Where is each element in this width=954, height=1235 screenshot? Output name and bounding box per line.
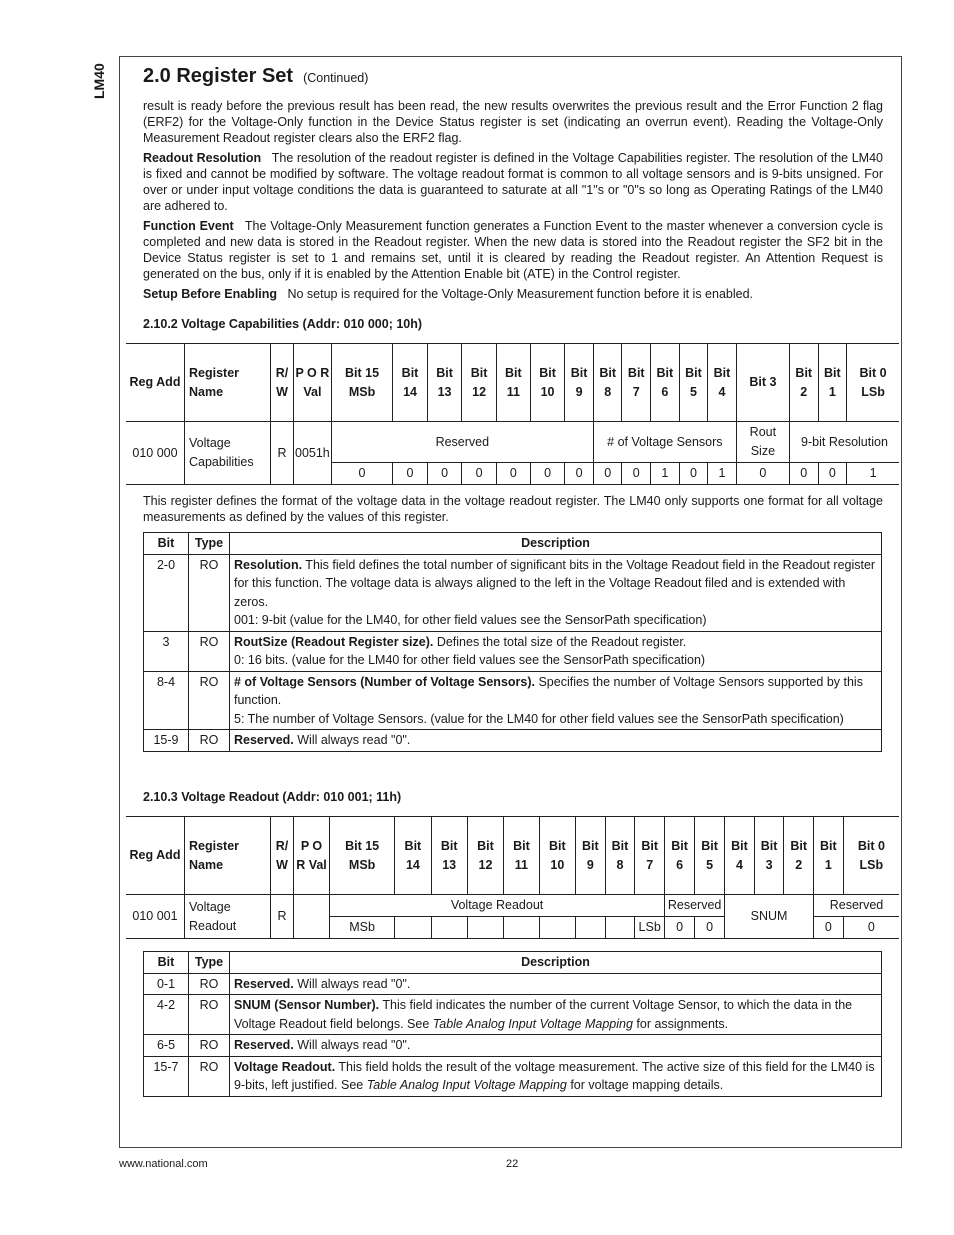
desc-text: This field holds the result of the voltage measurement. The active size of this field for the LM40 is 9-bits, left justified. See xyxy=(234,1059,875,1092)
hdr-bit: Bit 5 xyxy=(695,817,725,895)
bit-value: 0 xyxy=(695,917,725,939)
hdr-bit: Bit 6 xyxy=(665,817,695,895)
hdr-bit: Bit 0 LSb xyxy=(847,344,899,422)
hdr-por: P O R Val xyxy=(294,817,330,895)
hdr-bit: Bit 12 xyxy=(462,344,497,422)
msb-cell: MSb xyxy=(330,917,395,939)
bit-value xyxy=(467,917,503,939)
paragraph xyxy=(143,218,883,282)
reg-por: 0051h xyxy=(294,422,332,485)
desc-line2: 5: The number of Voltage Sensors. (value for the LM40 for other field values see the SensorPath specification) xyxy=(234,711,844,726)
hdr-bit: Bit 3 xyxy=(754,817,784,895)
field-reserved-2: Reserved xyxy=(813,895,899,917)
hdr-bit: Bit 13 xyxy=(427,344,462,422)
hdr-bit: Bit 6 xyxy=(651,344,680,422)
hdr-bit: Bit 9 xyxy=(575,817,605,895)
bit-value: 0 xyxy=(665,917,695,939)
section-title: 2.0 Register Set xyxy=(143,65,294,87)
hdr-bit: Bit 12 xyxy=(467,817,503,895)
type-cell: RO xyxy=(189,554,230,631)
hdr-bit: Bit 11 xyxy=(504,817,540,895)
hdr-bit: Bit 14 xyxy=(393,344,428,422)
bit-value xyxy=(575,917,605,939)
type-cell: RO xyxy=(189,1056,230,1096)
table-row xyxy=(144,995,882,1035)
hdr-reg-name: Register Name xyxy=(185,817,271,895)
hdr-por: P O R Val xyxy=(294,344,332,422)
bit-value: 0 xyxy=(818,463,847,485)
hdr-bit: Bit 2 xyxy=(784,817,814,895)
desc-bold: Resolution. xyxy=(234,557,303,572)
footer-website[interactable]: www.national.com xyxy=(119,1158,208,1170)
hdr-reg-add: Reg Add xyxy=(126,817,185,895)
field-reserved: Reserved xyxy=(331,422,593,463)
table-row xyxy=(144,1035,882,1057)
paragraph-text: The resolution of the readout register is defined in the Voltage Capabilities register. The resolution of the LM40 is fixed and cannot be modified by software. The voltage readout format is common to all voltage sensors and is 9-bits unsigned. For over or under input voltage conditions the data is guaranteed to saturate at all "1"s or "0"s so long as Operating Ratings of the LM40 are adhered to. xyxy=(143,151,883,213)
paragraph xyxy=(143,150,883,214)
continued-label: (Continued) xyxy=(303,71,369,85)
reg-name: Voltage Readout xyxy=(185,895,271,939)
desc-line2: 0: 16 bits. (value for the LM40 for other field values see the SensorPath specification) xyxy=(234,653,706,667)
reg-por xyxy=(294,895,330,939)
table-row xyxy=(144,973,882,995)
bit-cell: 15-7 xyxy=(144,1056,189,1096)
desc-text: This field indicates the number of the current Voltage Sensor, to which the data in the Voltage Readout field belongs. See xyxy=(234,998,853,1031)
hdr-bit: Bit 4 xyxy=(708,344,737,422)
bit-value: 0 xyxy=(462,463,497,485)
hdr-bit: Bit 4 xyxy=(725,817,755,895)
paragraph-heading: Readout Resolution xyxy=(143,151,262,165)
hdr-bit: Bit 10 xyxy=(530,344,565,422)
desc-text: This field defines the total number of significant bits in the Voltage Readout field in the Readout register for this function. The voltage data is always aligned to the left in the Voltage Readout filed and is extended with zeros. xyxy=(234,557,876,609)
hdr-bit: Bit 7 xyxy=(622,344,651,422)
table-row xyxy=(144,730,882,752)
bit-value: 0 xyxy=(736,463,789,485)
description-cell xyxy=(230,1035,882,1057)
bit-value: 0 xyxy=(789,463,818,485)
hdr-bit: Bit 0 LSb xyxy=(843,817,899,895)
desc-text: Will always read "0". xyxy=(293,1038,411,1052)
hdr-bit: Bit 9 xyxy=(565,344,594,422)
hdr-reg-add: Reg Add xyxy=(126,344,185,422)
reg-add: 010 000 xyxy=(126,422,185,485)
desc-bold: Reserved. xyxy=(234,1038,294,1052)
side-title: LM40 xyxy=(91,63,107,99)
reg-rw: R xyxy=(271,895,294,939)
type-cell: RO xyxy=(189,631,230,671)
bit-value: 0 xyxy=(530,463,565,485)
hdr-reg-name: Register Name xyxy=(185,344,271,422)
bit-cell: 15-9 xyxy=(144,730,189,752)
bit-value: 0 xyxy=(393,463,428,485)
hdr-bit: Bit 8 xyxy=(593,344,622,422)
reg-name: Voltage Capabilities xyxy=(185,422,271,485)
hdr-bit: Bit 11 xyxy=(496,344,530,422)
desc-text: Specifies the number of Voltage Sensors supported by this function. xyxy=(234,674,863,707)
description-cell xyxy=(230,671,882,730)
bit-value xyxy=(431,917,467,939)
table-row xyxy=(144,1056,882,1096)
register-table-capabilities xyxy=(126,343,899,485)
bit-value: 0 xyxy=(427,463,462,485)
hdr-bit: Bit 10 xyxy=(539,817,575,895)
desc-text: Will always read "0". xyxy=(293,976,411,991)
bit-cell: 0-1 xyxy=(144,973,189,995)
capabilities-description-table xyxy=(143,532,882,752)
field-resolution: 9-bit Resolution xyxy=(789,422,899,463)
hdr-bit: Bit 5 xyxy=(679,344,708,422)
hdr-bit: Bit 14 xyxy=(395,817,431,895)
hdr-bit: Bit 15 MSb xyxy=(331,344,392,422)
description-cell xyxy=(230,730,882,752)
bit-cell: 6-5 xyxy=(144,1035,189,1057)
paragraph xyxy=(143,286,883,302)
desc-bold: SNUM (Sensor Number). xyxy=(234,998,380,1012)
description-cell xyxy=(230,1056,882,1096)
hdr-bit: Bit 15 MSb xyxy=(330,817,395,895)
paragraph: result is ready before the previous result has been read, the new results overwrites the previous result and the Error Function 2 flag (ERF2) for the Voltage-Only function in the Device Status register is set (indicating an overrun event). Reading the Voltage-Only Measurement Readout register clears also the ERF2 flag. xyxy=(143,99,883,145)
desc-bold: # of Voltage Sensors (Number of Voltage Sensors). xyxy=(234,674,535,689)
bit-value xyxy=(504,917,540,939)
bit-value: 1 xyxy=(708,463,737,485)
bit-cell: 2-0 xyxy=(144,554,189,631)
desc-bold: Reserved. xyxy=(234,976,294,991)
bit-value: 0 xyxy=(565,463,594,485)
bit-value xyxy=(539,917,575,939)
desc-tail: for voltage mapping details. xyxy=(566,1078,724,1092)
field-reserved: Reserved xyxy=(665,895,725,917)
capabilities-intro: This register defines the format of the voltage data in the voltage readout register. The LM40 only supports one format for all voltage measurements as defined by the values of this register. xyxy=(143,494,883,524)
bit-value: 0 xyxy=(622,463,651,485)
bit-value xyxy=(605,917,635,939)
subsection-title: 2.10.2 Voltage Capabilities (Addr: 010 000; 10h) xyxy=(143,317,423,331)
hdr-bit: Bit 1 xyxy=(818,344,847,422)
bit-cell: 8-4 xyxy=(144,671,189,730)
hdr-rw: R/ W xyxy=(271,817,294,895)
hdr-bit: Bit 3 xyxy=(736,344,789,422)
bit-value: 0 xyxy=(496,463,530,485)
type-cell: RO xyxy=(189,973,230,995)
type-cell: RO xyxy=(189,995,230,1035)
col-description: Description xyxy=(230,533,882,555)
hdr-bit: Bit 13 xyxy=(431,817,467,895)
field-snum: SNUM xyxy=(725,895,814,939)
bit-value: 1 xyxy=(847,463,899,485)
desc-bold: Voltage Readout. xyxy=(234,1059,336,1074)
table-row xyxy=(144,554,882,631)
col-description: Description xyxy=(230,952,882,974)
col-bit: Bit xyxy=(144,533,189,555)
subsection-title: 2.10.3 Voltage Readout (Addr: 010 001; 11h) xyxy=(143,790,402,804)
col-bit: Bit xyxy=(144,952,189,974)
lsb-cell: LSb xyxy=(635,917,665,939)
hdr-bit: Bit 7 xyxy=(635,817,665,895)
paragraph-text: No setup is required for the Voltage-Only Measurement function before it is enabled. xyxy=(287,287,754,301)
hdr-bit: Bit 2 xyxy=(789,344,818,422)
register-table-readout xyxy=(126,816,899,939)
desc-italic: Table Analog Input Voltage Mapping xyxy=(432,1016,633,1031)
col-type: Type xyxy=(189,952,230,974)
table-row xyxy=(144,671,882,730)
reg-rw: R xyxy=(271,422,294,485)
type-cell: RO xyxy=(189,671,230,730)
desc-bold: RoutSize (Readout Register size). xyxy=(234,634,434,649)
table-row xyxy=(144,631,882,671)
description-cell xyxy=(230,554,882,631)
bit-value: 0 xyxy=(679,463,708,485)
readout-description-table xyxy=(143,951,882,1097)
type-cell: RO xyxy=(189,730,230,752)
bit-value: 0 xyxy=(813,917,843,939)
bit-value: 0 xyxy=(593,463,622,485)
desc-text: Will always read "0". xyxy=(293,733,411,747)
desc-line2: 001: 9-bit (value for the LM40, for other field values see the SensorPath specification) xyxy=(234,613,707,627)
field-rout-size: Rout Size xyxy=(736,422,789,463)
section-header xyxy=(143,65,368,88)
bit-value xyxy=(395,917,431,939)
desc-bold: Reserved. xyxy=(234,733,294,747)
paragraph-heading: Setup Before Enabling xyxy=(143,287,278,301)
hdr-rw: R/ W xyxy=(271,344,294,422)
desc-text: Defines the total size of the Readout register. xyxy=(433,634,687,649)
page-number: 22 xyxy=(506,1158,519,1170)
hdr-bit: Bit 8 xyxy=(605,817,635,895)
bit-value: 0 xyxy=(843,917,899,939)
intro-text xyxy=(143,98,883,306)
reg-add: 010 001 xyxy=(126,895,185,939)
description-cell xyxy=(230,973,882,995)
field-voltage-readout: Voltage Readout xyxy=(330,895,665,917)
hdr-bit: Bit 1 xyxy=(813,817,843,895)
bit-value: 0 xyxy=(331,463,392,485)
desc-tail: for assignments. xyxy=(632,1016,729,1031)
type-cell: RO xyxy=(189,1035,230,1057)
paragraph-heading: Function Event xyxy=(143,219,234,233)
desc-italic: Table Analog Input Voltage Mapping xyxy=(366,1078,567,1092)
paragraph-text: The Voltage-Only Measurement function generates a Function Event to the master whenever a conversion cycle is completed and new data is stored in the Readout register. When the new data is stored into the Readout register the SF2 bit in the Device Status register is set to 1 and remains set, until it is cleared by reading the Readout register. An Attention Request is generated on the bus, only if it is enabled by the Attention Enable bit (ATE) in the Control register. xyxy=(143,219,883,281)
description-cell xyxy=(230,995,882,1035)
field-voltage-sensors: # of Voltage Sensors xyxy=(593,422,736,463)
bit-cell: 3 xyxy=(144,631,189,671)
description-cell xyxy=(230,631,882,671)
bit-cell: 4-2 xyxy=(144,995,189,1035)
bit-value: 1 xyxy=(651,463,680,485)
col-type: Type xyxy=(189,533,230,555)
